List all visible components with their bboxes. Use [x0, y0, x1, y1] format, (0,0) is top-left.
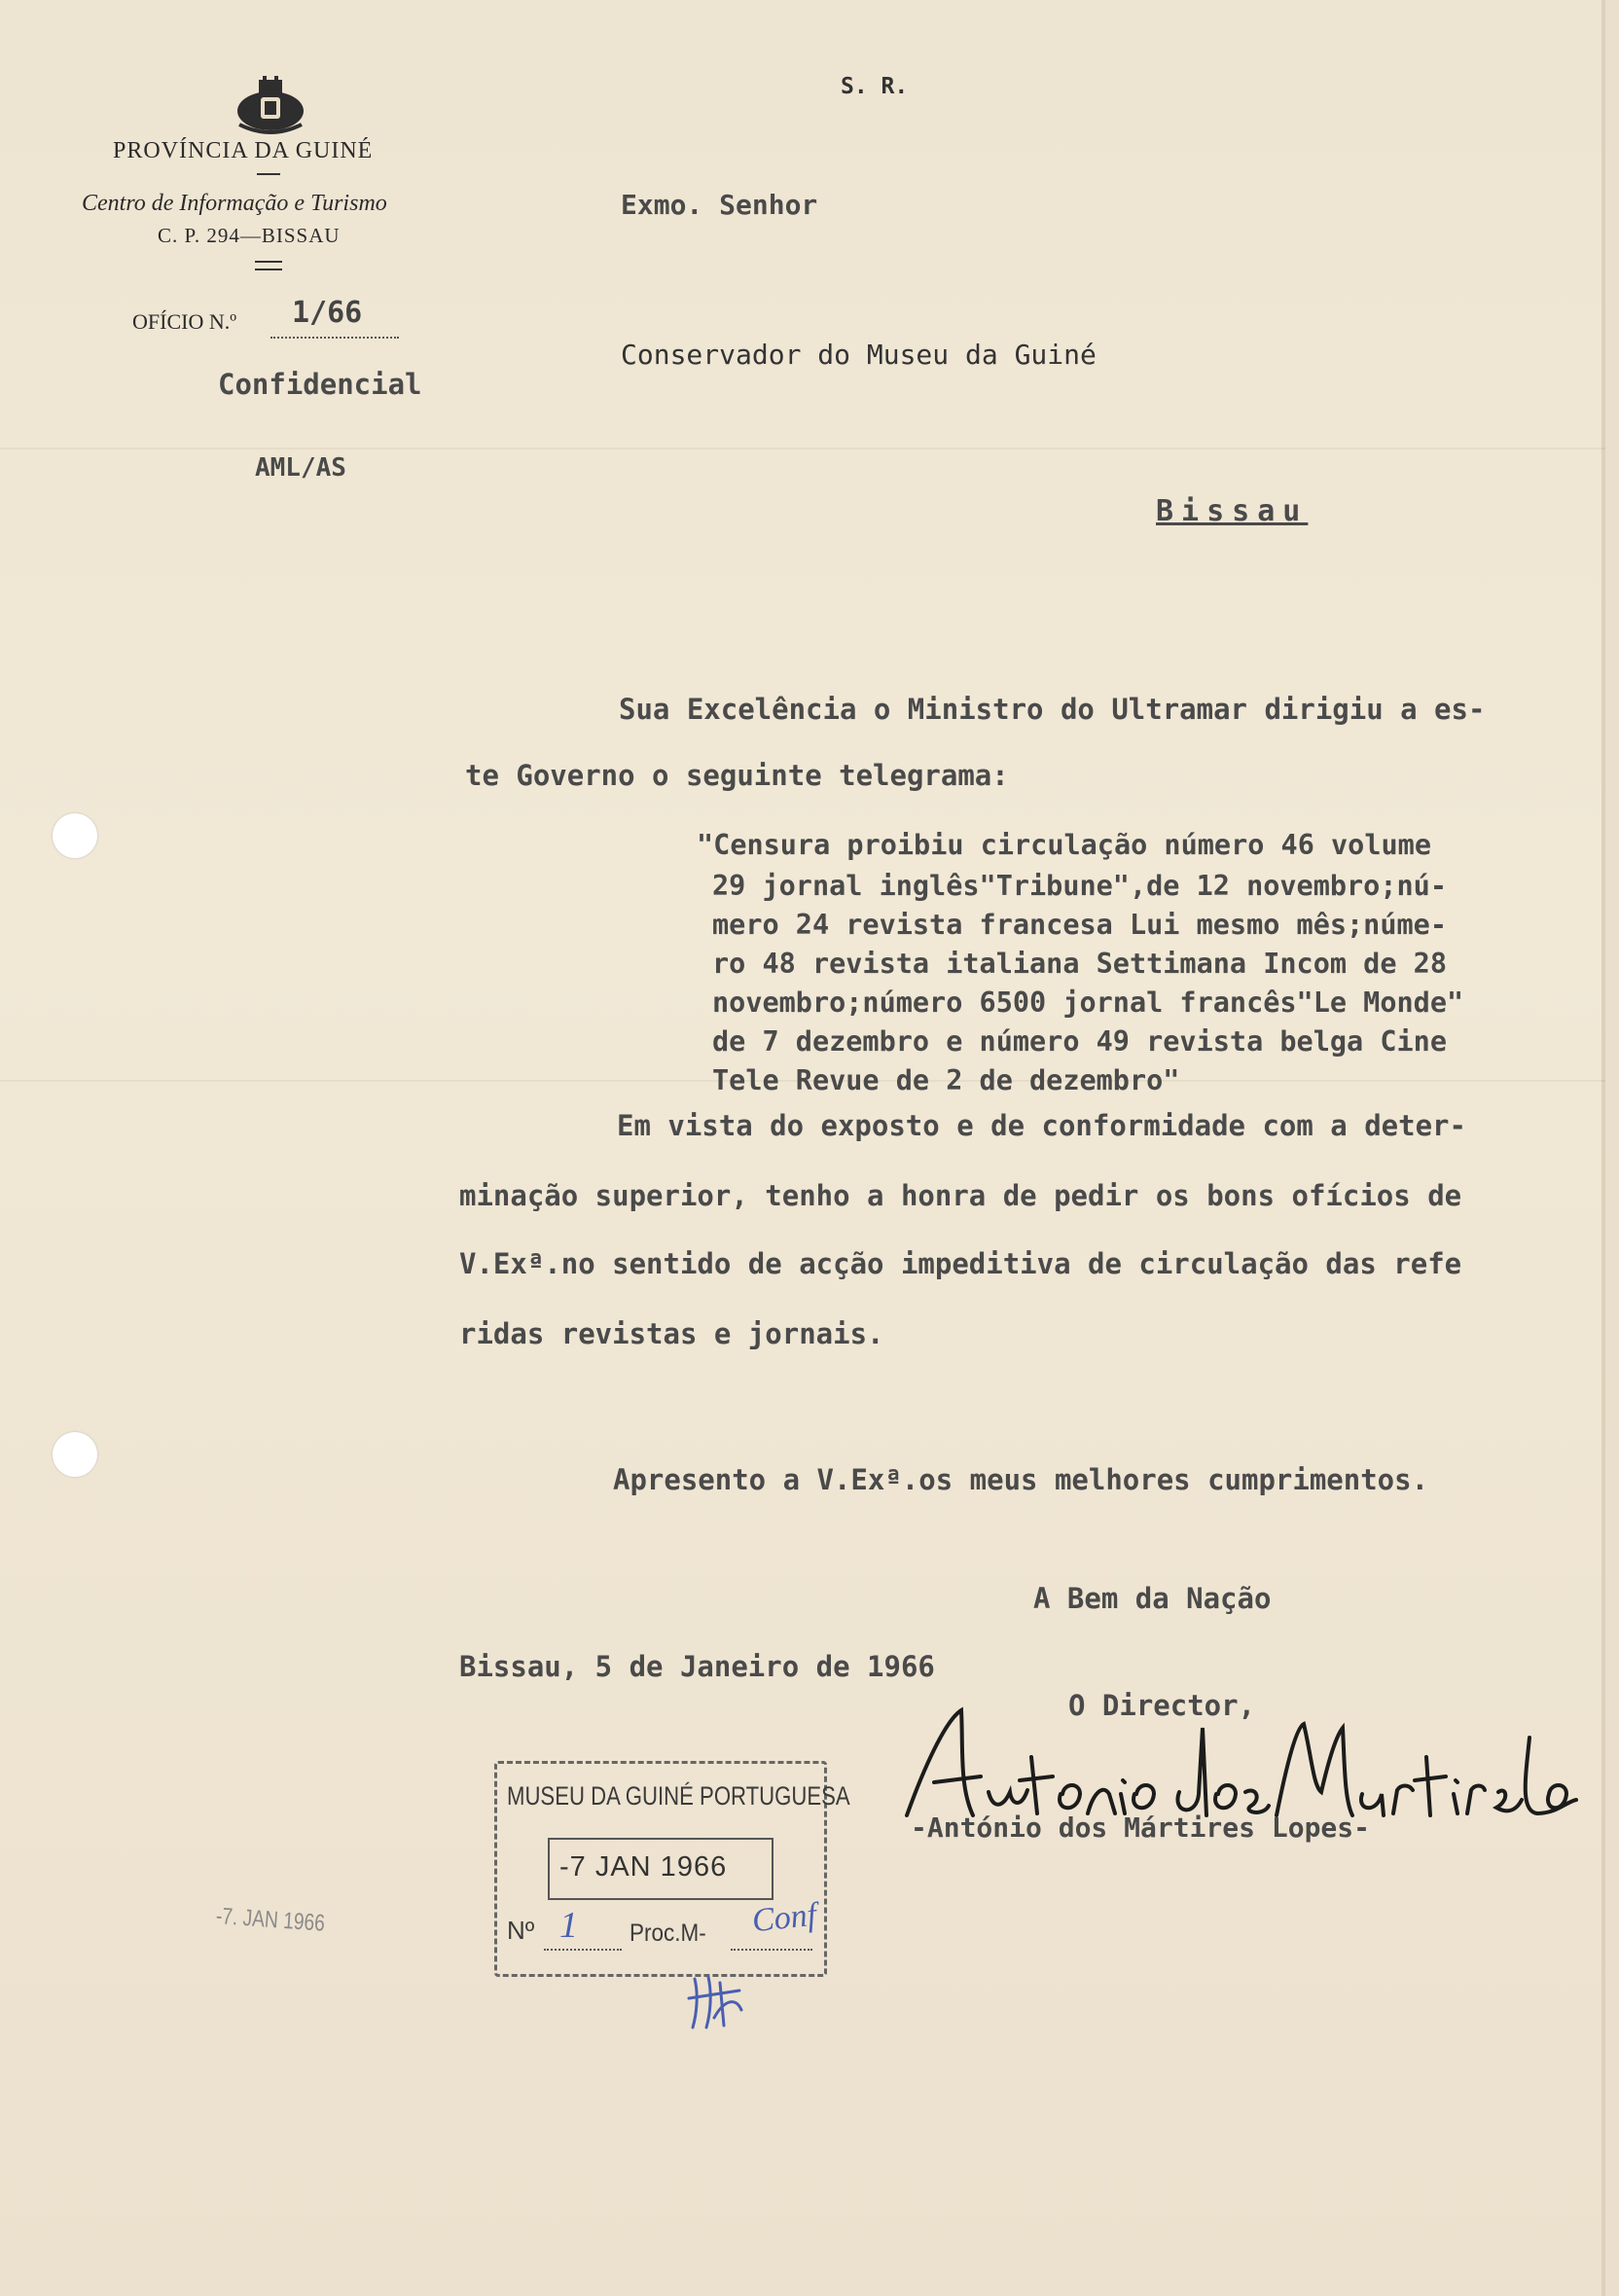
classification: Confidencial	[218, 368, 422, 401]
body-line: minação superior, tenho a honra de pedir os bons ofícios de	[459, 1179, 1462, 1212]
divider	[255, 269, 282, 270]
body-line: te Governo o seguinte telegrama:	[465, 759, 1009, 792]
divider	[257, 173, 280, 175]
office-address: C. P. 294—BISSAU	[158, 224, 341, 247]
service-mark: S. R.	[841, 74, 909, 99]
telegram-line: de 7 dezembro e número 49 revista belga Cine	[712, 1025, 1447, 1058]
telegram-line: mero 24 revista francesa Lui mesmo mês;núme-	[712, 909, 1447, 941]
salutation: Exmo. Senhor	[621, 189, 818, 221]
stamp-process-line	[731, 1949, 812, 1951]
telegram-line: Tele Revue de 2 de dezembro"	[712, 1064, 1180, 1096]
province-heading: PROVÍNCIA DA GUINÉ	[113, 138, 374, 163]
addressee-title: Conservador do Museu da Guiné	[621, 339, 1097, 371]
stamp-number-line	[544, 1949, 622, 1951]
oficio-underline	[270, 337, 399, 339]
paper-fold	[0, 448, 1605, 449]
reference-code: AML/AS	[255, 453, 346, 483]
motto: A Bem da Nação	[1033, 1582, 1272, 1615]
body-line: Sua Excelência o Ministro do Ultramar dirigiu a es-	[619, 693, 1486, 726]
closing-line: Apresento a V.Exª.os meus melhores cumprimentos.	[613, 1463, 1429, 1496]
coat-of-arms-icon	[230, 76, 311, 136]
telegram-line: novembro;número 6500 jornal francês"Le Monde"	[712, 987, 1464, 1019]
punch-hole	[53, 813, 97, 858]
stamp-number-label: Nº	[507, 1916, 535, 1945]
signature-text: António dos Mártires Lopes	[895, 1699, 911, 1700]
stamp-process-value: Conf	[750, 1896, 818, 1940]
divider	[255, 261, 282, 263]
telegram-line: "Censura proibiu circulação número 46 volume	[697, 829, 1431, 861]
handwritten-initials	[685, 1971, 747, 2031]
signatory-role: O Director,	[1068, 1689, 1256, 1722]
typed-signatory-name: -António dos Mártires Lopes-	[911, 1812, 1371, 1844]
stamp-number-value: 1	[559, 1905, 578, 1946]
body-line: V.Exª.no sentido de acção impeditiva de circulação das refe	[459, 1247, 1462, 1280]
oficio-label: OFÍCIO N.º	[132, 309, 237, 334]
oficio-number: 1/66	[292, 296, 363, 330]
telegram-line: ro 48 revista italiana Settimana Incom de 28	[712, 948, 1447, 980]
museum-receipt-stamp	[494, 1761, 850, 1977]
telegram-line: 29 jornal inglês"Tribune",de 12 novembro;nú-	[712, 870, 1447, 902]
place-date: Bissau, 5 de Janeiro de 1966	[459, 1650, 935, 1683]
stamp-institution: MUSEU DA GUINÉ PORTUGUESA	[507, 1781, 850, 1811]
office-name: Centro de Informação e Turismo	[82, 191, 387, 216]
body-line: ridas revistas e jornais.	[459, 1317, 884, 1350]
body-line: Em vista do exposto e de conformidade com a deter-	[617, 1109, 1466, 1142]
punch-hole	[53, 1432, 97, 1477]
stamp-date-box	[548, 1838, 774, 1900]
stamp-date: -7 JAN 1966	[559, 1851, 728, 1883]
addressee-city: Bissau	[1156, 494, 1309, 528]
stamp-process-label: Proc.M-	[630, 1919, 706, 1947]
margin-date-stamp: -7. JAN 1966	[215, 1903, 326, 1937]
